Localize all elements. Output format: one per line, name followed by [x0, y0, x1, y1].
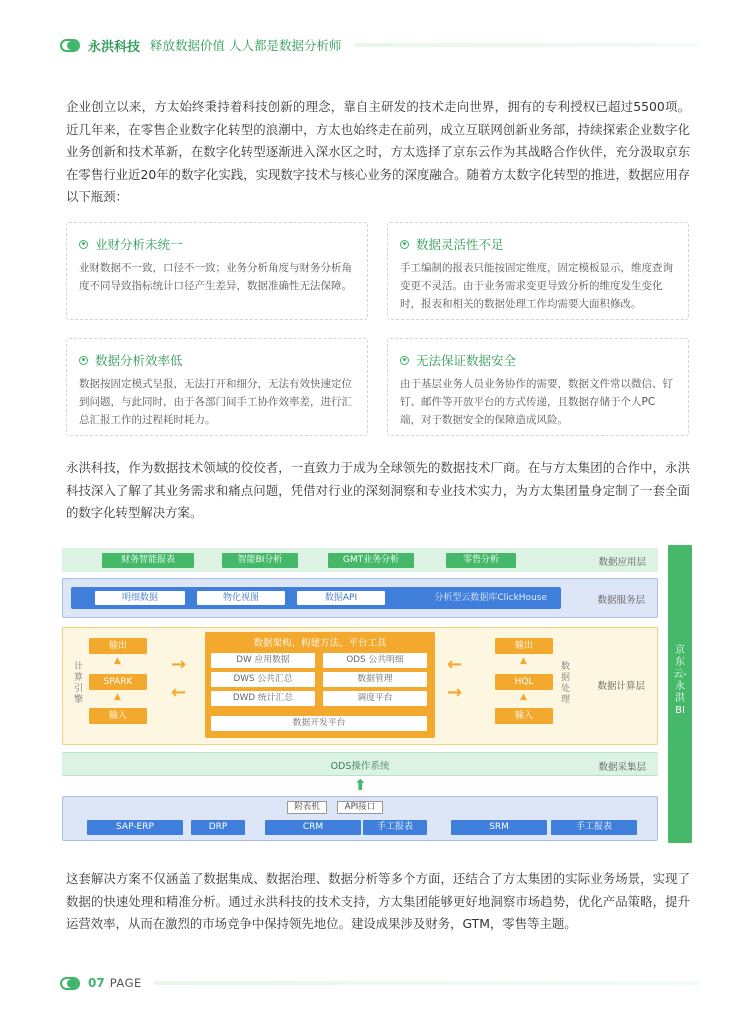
side-label: 京东云-永洪BI [673, 645, 687, 716]
page-header [60, 34, 700, 56]
core-bottom: 数据开发平台 [211, 716, 427, 731]
service-item: 数据API [297, 591, 385, 605]
app-item: 零售分析 [446, 553, 516, 568]
app-item: 智能BI分析 [222, 553, 298, 568]
core-platform [205, 632, 435, 738]
up-arrow-icon: ▲ [520, 692, 527, 702]
card-desc: 手工编制的报表只能按固定维度，固定模板显示，维度查询变更不灵活。由于业务需求变更导致分析的维度发生变化时，报表和相关的数据处理工作均需要大面积修改。 [400, 262, 673, 310]
bullet-icon [400, 356, 409, 365]
arrow-left-icon: ← [447, 654, 463, 675]
logo-icon [60, 977, 80, 990]
core-item: DW 应用数据 [211, 653, 315, 668]
source-item: SAP-ERP [87, 820, 183, 835]
service-item: 物化视图 [197, 591, 285, 605]
source-item: CRM [265, 820, 361, 835]
source-top-item: API接口 [337, 801, 383, 814]
side-label-bar [668, 545, 692, 843]
card-title: 无法保证数据安全 [416, 353, 517, 368]
service-item: 明细数据 [95, 591, 185, 605]
compute-layer [62, 627, 658, 745]
source-item: 手工报表 [363, 820, 427, 835]
process-label: 数据处理 [560, 662, 570, 705]
arrow-left-icon: ← [171, 682, 187, 703]
card-desc: 业财数据不一致，口径不一致；业务分析角度与财务分析角度不同导致指标统计口径产生差异，数据准确性无法保障。 [79, 262, 352, 292]
source-item: 手工报表 [551, 820, 637, 835]
core-title: 数据架构、构建方法、平台工具 [253, 638, 387, 649]
core-item: 调度平台 [323, 691, 427, 706]
result-paragraph: 这套解决方案不仅涵盖了数据集成、数据治理、数据分析等多个方面，还结合了方太集团的实际业务场景，实现了数据的快速处理和精准分析。通过永洪科技的技术支持，方太集团能够更好地洞察市场趋势，优化产品策略，提升运营效率，从而在激烈的市场竞争中保持领先地位。建设成果涉及财务，GTM，零售等主题。 [66, 871, 690, 931]
collect-text: ODS操作系统 [330, 761, 390, 772]
architecture-diagram [62, 545, 692, 845]
process-stack-item: 输出 [495, 638, 553, 654]
up-arrow-icon: ⬆ [354, 776, 367, 794]
footer-divider [154, 981, 700, 985]
up-arrow-icon: ▲ [520, 656, 527, 666]
compute-stack-item: 输入 [89, 708, 147, 724]
up-arrow-icon: ▲ [114, 692, 121, 702]
brand-slogan: 释放数据价值 人人都是数据分析师 [150, 38, 342, 53]
bottleneck-card [66, 222, 368, 320]
collect-layer [62, 752, 658, 776]
card-title: 数据灵活性不足 [416, 237, 504, 252]
core-item: DWS 公共汇总 [211, 672, 315, 687]
service-engine: 分析型云数据库ClickHouse [434, 593, 547, 603]
app-layer [62, 548, 658, 572]
bullet-icon [79, 240, 88, 249]
app-item: 财务智能报表 [102, 553, 194, 568]
card-title: 业财分析未统一 [95, 237, 183, 252]
source-top-item: 附表机 [287, 801, 327, 814]
core-item: 数据管理 [323, 672, 427, 687]
card-desc: 由于基层业务人员业务协作的需要，数据文件常以微信、钉钉、邮件等开放平台的方式传递，且数据存储于个人PC端，对于数据安全的保障造成风险。 [400, 378, 673, 426]
source-layer [62, 796, 658, 841]
app-item: GMT业务分析 [328, 553, 414, 568]
bullet-icon [400, 240, 409, 249]
layer-name: 数据计算层 [597, 681, 645, 692]
page-footer [60, 974, 700, 992]
page-label: PAGE [109, 976, 142, 990]
page-number: 07 [88, 976, 105, 990]
bottleneck-card [66, 338, 368, 436]
layer-name: 数据采集层 [598, 762, 646, 773]
service-layer [62, 578, 658, 618]
logo-icon [60, 39, 80, 52]
arrow-right-icon: → [447, 682, 463, 703]
compute-engine-label: 计算引擎 [73, 662, 83, 705]
process-stack-item: HQL [495, 674, 553, 690]
brand-name: 永洪科技 [88, 39, 141, 55]
bottleneck-card [387, 222, 689, 320]
up-arrow-icon: ▲ [114, 656, 121, 666]
source-item: SRM [451, 820, 547, 835]
process-stack-item: 输入 [495, 708, 553, 724]
intro-paragraph: 企业创立以来，方太始终秉持着科技创新的理念，靠自主研发的技术走向世界，拥有的专利授权已超过5500项。近几年来，在零售企业数字化转型的浪潮中，方太也始终走在前列，成立互联网创新业务部，持续探索企业数字化业务创新和技术革新，在数字化转型逐渐进入深水区之时，方太选择了京东云作为其战略合作伙伴，充分汲取京东在零售行业近20年的数字化实践，实现数字技术与核心业务的深度融合。随着方太数字化转型的推进，数据应用存以下瓶颈： [66, 99, 690, 204]
arrow-right-icon: → [171, 654, 187, 675]
core-item: DWD 统计汇总 [211, 691, 315, 706]
card-desc: 数据按固定模式呈报，无法打开和细分，无法有效快速定位到问题，与此同时，由于各部门间手工协作效率差，进行汇总汇报工作的过程耗时耗力。 [79, 378, 352, 426]
compute-stack-item: 输出 [89, 638, 147, 654]
source-item: DRP [191, 820, 245, 835]
layer-name: 数据服务层 [597, 595, 645, 606]
bottleneck-card [387, 338, 689, 436]
compute-stack-item: SPARK [89, 674, 147, 690]
card-title: 数据分析效率低 [95, 353, 183, 368]
bullet-icon [79, 356, 88, 365]
partner-paragraph: 永洪科技，作为数据技术领域的佼佼者，一直致力于成为全球领先的数据技术厂商。在与方太集团的合作中，永洪科技深入了解了其业务需求和痛点问题，凭借对行业的深刻洞察和专业技术实力，为方太集团量身定制了一套全面的数字化转型解决方案。 [66, 460, 690, 520]
layer-name: 数据应用层 [598, 557, 646, 568]
core-item: ODS 公共明细 [323, 653, 427, 668]
header-divider [354, 43, 701, 47]
